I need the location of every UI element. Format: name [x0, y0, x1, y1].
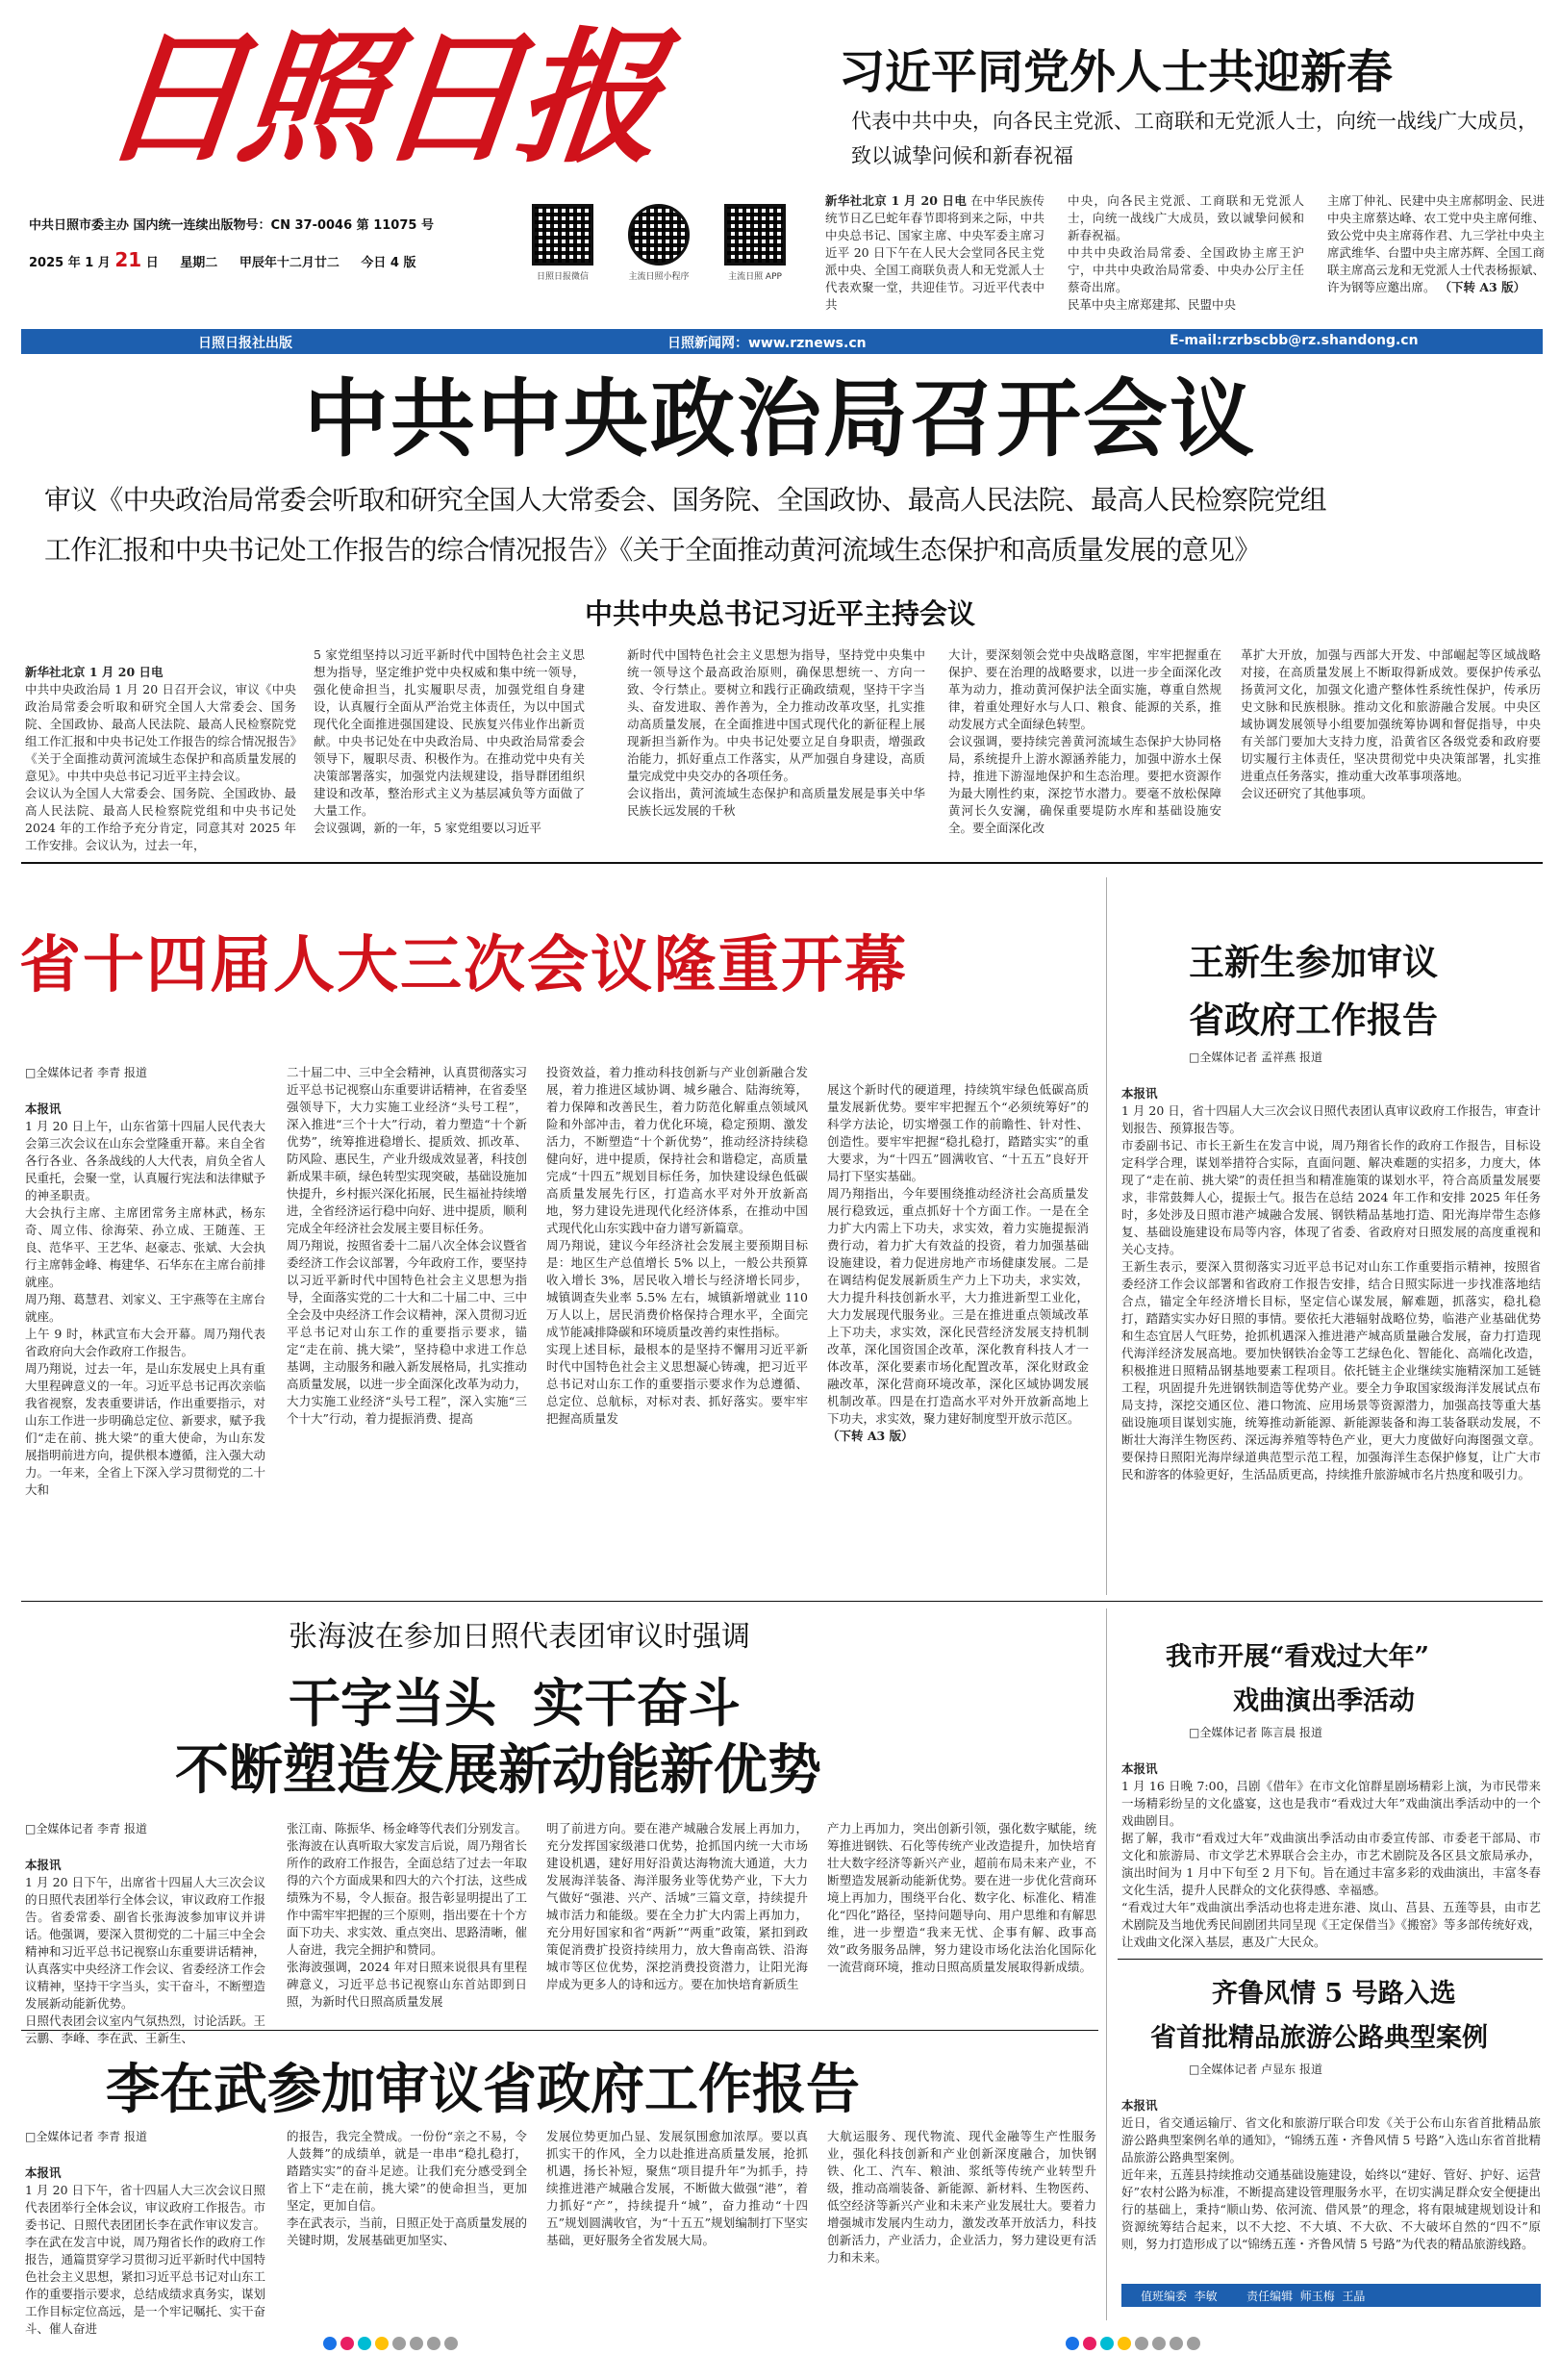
top-story-col2: 中央，向各民主党派、工商联和无党派人士，向统一战线广大成员，致以诚挚问候和新春祝福。 中共中央政治局常委、全国政协主席王沪宁，中共中央政治局常委、中央办公厅主任蔡奇出席。 民革中央主席郑建邦、民盟中央	[1068, 193, 1304, 312]
politburo-col1	[25, 646, 296, 853]
zhang-col4: 产力上再加力，突出创新引领，强化数字赋能，统筹推进钢铁、石化等传统产业改造提升，加快培育壮大数字经济等新兴产业，超前布局未来产业，不断塑造发展新动能新优势。要在进一步优化营商环境上再加力，围绕平台化、数字化、标准化、精准化“四化”路径，坚持问题导向、用户思维和有解思维，进一步塑造“我来无忧、企事有解、政事高效”政务服务品牌，努力建设市场化法治化国际化一流营商环境，推动日照高质量发展取得新成绩。	[827, 1821, 1096, 1974]
date-day: 21	[114, 248, 142, 271]
politburo-subtitle-1: 审议《中央政治局常委会听取和研究全国人大常委会、国务院、全国政协、最高人民法院、最高人民检察院党组	[44, 484, 1326, 516]
top-story-col1	[825, 192, 1044, 323]
politburo-col5: 革扩大开放，加强与西部大开发、中部崛起等区域战略对接，在高质量发展上不断取得新成效。要保护传承弘扬黄河文化，加强文化遗产整体性系统性保护，传承历史文脉和民族根脉。推动文化和旅游融合发展。中央区域协调发展领导小组要加强统筹协调和督促指导，中央有关部门要加大支持力度，沿黄省区各级党委和政府要切实履行主体责任，坚决贯彻党中央决策部署，扎实推进重点任务落实，推动重大改革事项落地。 会议还研究了其他事项。	[1241, 647, 1541, 800]
lead-tag: 本报讯	[1121, 2098, 1158, 2113]
qr-label: 主流日照 APP	[728, 272, 782, 282]
story-text: 1 月 16 日晚 7:00，吕剧《借年》在市文化馆群星剧场精彩上演，为市民带来一场精彩纷呈的文化盛宴，这也是我市“看戏过大年”戏曲演出季活动中的一个戏曲剧目。 据了解，我市“看戏过大年”戏曲演出季活动由市委宣传部、市委老干部局、市文化和旅游局、市文学艺术界联合会主办，市艺术剧院及各区县文旅局承办，演出时间为 1 月中下旬至 2 月下旬。旨在通过丰富多彩的戏曲演出，丰富冬春文化生活，提升人民群众的文化获得感、幸福感。 “看戏过大年”戏曲演出季活动也将走进东港、岚山、莒县、五莲等县，由市艺术剧院及当地优秀民间剧团共同呈现《王定保借当》《搬窑》等多部传统好戏，让戏曲文化深入基层，惠及广大民众。	[1121, 1779, 1541, 1949]
story-text: 近日，省交通运输厅、省文化和旅游厅联合印发《关于公布山东省首批精品旅游公路典型案例名单的通知》，“锦绣五莲・齐鲁风情 5 号路”入选山东省首批精品旅游公路典型案例。 近年来，五莲县持续推动交通基础设施建设，始终以“建好、管好、护好、运营好”农村公路为标准，不断提高建设管理服务水平，在切实满足群众安全便捷出行的基础上，秉持“顺山势、依河流、借风景”的理念，将有限城建规划设计和资源统筹结合起来，以不大挖、不大填、不大砍、不大破坏自然的“四不”原则，努力打造形成了以“锦绣五莲・齐鲁风情 5 号路”为代表的精品旅游线路。	[1121, 2115, 1541, 2251]
li-col2: 的报告，我完全赞成。一份份“亲之不易，令人鼓舞”的成绩单，就是一串串“稳扎稳打，踏踏实实”的奋斗足迹。让我们充分感受到全省上下“走在前，挑大梁”的使命担当，更加坚定，更加自信。 李在武表示，当前，日照正处于高质量发展的关键时期，发展基础更加坚实、	[287, 2129, 528, 2247]
divider	[21, 2030, 1098, 2031]
issue-date	[29, 248, 415, 271]
band-website-link[interactable]: 日照新闻网：www.rznews.cn	[667, 336, 867, 351]
li-col1	[25, 2147, 266, 2336]
story-text: 1 月 20 日上午，山东省第十四届人民代表大会第三次会议在山东会堂隆重开幕。来自全省各行各业、各条战线的人大代表，肩负全省人民重托，会聚一堂，认真履行宪法和法律赋予的神圣职责。 大会执行主席、主席团常务主席林武，杨东奇、周立伟、徐海荣、孙立成、王随莲、王良、范华平、王艺华、赵豪志、张斌、大会执行主席韩金峰、梅建华、石华东在主席台前排就座。 周乃翔、葛慧君、刘家义、王宇燕等在主席台就座。 上午 9 时，林武宣布大会开幕。周乃翔代表省政府向大会作政府工作报告。 周乃翔说，过去一年，是山东发展史上具有重大里程碑意义的一年。习近平总书记再次亲临我省视察，发表重要讲话，作出重要指示，对山东工作进一步明确总定位、新要求，赋予我们“走在前、挑大梁”的重大使命，为山东发展指明前进方向，提供根本遵循，注入强大动力。一年来，全省上下深入学习贯彻党的二十大和	[25, 1119, 266, 1497]
politburo-col3: 新时代中国特色社会主义思想为指导，坚持党中央集中统一领导这个最高政治原则，确保思想统一、方向一致、令行禁止。要树立和践行正确政绩观，坚持干字当头、奋发进取、善作善为，全力推动改革攻坚，扎实推动高质量发展，在全面推进中国式现代化的新征程上展现新担当新作为。中央书记处要立足自身职责，增强政治能力，抓好重点工作落实，从严加强自身建设，高质量完成党中央交办的各项任务。 会议指出，黄河流域生态保护和高质量发展是事关中华民族长远发展的千秋	[627, 647, 925, 818]
story-text: 展这个新时代的硬道理，持续筑牢绿色低碳高质量发展新优势。要牢牢把握五个“必须统筹好”的科学方法论，切实增强工作的前瞻性、针对性、创造性。要牢牢把握“稳扎稳打，踏踏实实”的重大要求，为“十四五”圆满收官、“十五五”良好开局打下坚实基础。 周乃翔指出，今年要围绕推动经济社会高质量发展行稳致远，重点抓好十个方面工作。一是在全力扩大内需上下功夫，求实效，着力实施提振消费行动，着力扩大有效益的投资，着力加强基础设施建设，着力促进房地产市场健康发展。二是在调结构促发展新质生产力上下功夫，求实效，大力提升科技创新水平，大力推进新型工业化，大力发展现代服务业。三是在推进重点领域改革上下功夫，求实效，深化民营经济发展支持机制改革，深化国资国企改革，深化教育科技人才一体改革，深化要素市场化配置改革，深化财政金融改革，深化营商环境改革，深化区域协调发展机制改革。四是在打造高水平对外开放新高地上下功夫，求实效，聚力建好制度型开放示范区。	[827, 1082, 1089, 1426]
qr-label: 日照日报微信	[536, 272, 589, 282]
qilu-title-1: 齐鲁风情 5 号路入选	[1212, 1979, 1456, 2009]
registration-dot	[392, 2337, 406, 2350]
story-text: 1 月 20 日下午，省十四届人大三次会议日照代表团举行全体会议，审议政府工作报告。市委书记、日照代表团团长李在武作审议发言。 李在武在发言中说，周乃翔省长作的政府工作报告，通篇贯穿学习贯彻习近平新时代中国特色社会主义思想，紧扣习近平总书记对山东工作的重要指示要求，总结成绩求真务实，谋划工作目标定位高远，是一个牢记嘱托、实干奋斗、催人奋进	[25, 2183, 266, 2336]
registration-dot	[444, 2337, 458, 2350]
registration-dot	[323, 2337, 337, 2350]
date-suffix: 日	[145, 256, 159, 270]
registration-dot	[1083, 2337, 1096, 2350]
byline: □全媒体记者 陈言晨 报道	[1189, 1726, 1322, 1739]
registration-dot	[427, 2337, 440, 2350]
dateline: 新华社北京 1 月 20 日电	[25, 665, 164, 679]
wechat-qr-icon[interactable]	[532, 204, 593, 266]
band-publisher: 日照日报社出版	[198, 336, 292, 351]
dateline: 新华社北京 1 月 20 日电	[825, 193, 968, 208]
drama-body	[1121, 1743, 1541, 1949]
continued-note: （下转 A3 版）	[1439, 280, 1526, 294]
story-text: 在中华民族传统节日乙巳蛇年春节即将到来之际，中共中央总书记、国家主席、中央军委主席习近平 20 日下午在人民大会堂同各民主党派中央、全国工商联负责人和无党派人士代表欢聚一堂，共迎佳节。习近平代表中共	[825, 193, 1044, 312]
qilu-title-2: 省首批精品旅游公路典型案例	[1150, 2023, 1488, 2053]
registration-dot	[358, 2337, 371, 2350]
lead-tag: 本报讯	[25, 1101, 62, 1116]
byline: □全媒体记者 李青 报道	[25, 2130, 147, 2143]
zhang-title-1: 干字当头 实干奋斗	[289, 1672, 741, 1734]
top-story-col3	[1327, 192, 1545, 323]
wang-title-2: 省政府工作报告	[1189, 999, 1438, 1041]
zhang-col1	[25, 1839, 266, 2045]
politburo-subhead: 中共中央总书记习近平主持会议	[584, 597, 975, 630]
zhang-col3: 明了前进方向。要在港产城融合发展上再加力，充分发挥国家级港口优势，抢抓国内统一大市场建设机遇，建好用好沿黄达海物流大通道，大力发展海洋装备、海洋服务业等优势产业，下大力气做好“强港、兴产、活城”三篇文章，持续提升城市活力和能级。要在全力扩大内需上再加力，充分用好国家和省“两新”“两重”政策，紧扣到政策促消费扩投资持续用力，放大鲁南高铁、沿海城市等区位优势，深挖消费投资潜力，让阳光海岸成为更多人的诗和远方。要在加快培育新质生	[546, 1821, 808, 1991]
registration-dot	[375, 2337, 389, 2350]
wang-body	[1121, 1068, 1541, 1593]
newspaper-logo: 日照日报	[92, 13, 666, 183]
registration-dot	[1135, 2337, 1148, 2350]
npc-col2: 二十届二中、三中全会精神，认真贯彻落实习近平总书记视察山东重要讲话精神，在省委坚强领导下，大力实施工业经济“头号工程”，深入推进“三个十大”行动，着力塑造“十个新优势”，统筹推进稳增长、提质效、抓改革、防风险、惠民生，产业升级成效显著，科技创新成果丰硕，绿色转型实现突破，基础设施加快提升，乡村振兴深化拓展，民生福祉持续增进，全省经济运行稳中向好、进中提质，顺利完成全年经济社会发展主要目标任务。 周乃翔说，按照省委十二届八次全体会议暨省委经济工作会议部署，今年政府工作，要坚持以习近平新时代中国特色社会主义思想为指导，全面落实党的二十大和二十届二中、三中全会及中央经济工作会议精神，深入贯彻习近平总书记对山东工作的重要指示要求，锚定“走在前、挑大梁”，坚持稳中求进工作总基调，主动服务和融入新发展格局，扎实推动高质量发展，以进一步全面深化改革为动力，大力实施工业经济“头号工程”，深入实施“三个十大”行动，着力提振消费、提高	[287, 1065, 528, 1426]
divider	[21, 862, 1543, 864]
byline: □全媒体记者 卢显东 报道	[1189, 2063, 1322, 2076]
politburo-title: 中共中央政治局召开会议	[303, 368, 1256, 468]
divider	[1118, 1959, 1543, 1960]
color-registration-dots	[323, 2336, 462, 2354]
weekday: 星期二	[180, 256, 218, 270]
zhang-title-2: 不断塑造发展新动能新优势	[175, 1738, 821, 1802]
byline: □全媒体记者 孟祥燕 报道	[1189, 1051, 1322, 1064]
miniprogram-qr-icon[interactable]	[628, 204, 690, 266]
registration-dot	[1170, 2337, 1183, 2350]
band-email-link[interactable]: E-mail:rzrbscbb@rz.shandong.cn	[1170, 333, 1419, 348]
registration-dot	[340, 2337, 354, 2350]
qr-label: 主流日照小程序	[628, 272, 690, 282]
byline: □全媒体记者 李青 报道	[25, 1822, 147, 1836]
lead-tag: 本报讯	[25, 2165, 62, 2180]
lead-tag: 本报讯	[1121, 1086, 1158, 1101]
politburo-col2: 5 家党组坚持以习近平新时代中国特色社会主义思想为指导，坚定维护党中央权威和集中统一领导，强化使命担当，扎实履职尽责，加强党组自身建设，认真履行全面从严治党主体责任，为以中国式现代化全面推进强国建设、民族复兴伟业作出新贡献。中央书记处在中央政治局、中央政治局常委会领导下，履职尽责、积极作为。在推动党中央有关决策部署落实，加强党内法规建设，指导群团组织建设和改革，整治形式主义为基层减负等方面做了大量工作。 会议强调，新的一年，5 家党组要以习近平	[314, 647, 585, 835]
npc-col3: 投资效益，着力推动科技创新与产业创新融合发展，着力推进区域协调、城乡融合、陆海统筹，着力保障和改善民生，着力防范化解重点领域风险和外部冲击，着力优化环境，稳定预期、激发活力，不断塑造“十个新优势”，推动经济持续稳健向好，进中提质，保持社会和谐稳定，高质量完成“十四五”规划目标任务，加快建设绿色低碳高质量发展先行区，打造高水平对外开放新高地，努力建设先进现代化经济体系，在推动中国式现代化山东实践中奋力谱写新篇章。 周乃翔说，建议今年经济社会发展主要预期目标是：地区生产总值增长 5% 以上，一般公共预算收入增长 3%，居民收入增长与经济增长同步，城镇调查失业率 5.5% 左右，城镇新增就业 110 万人以上，居民消费价格保持合理水平，全面完成节能减排降碳和环境质量改善约束性指标。 实现上述目标，最根本的是坚持不懈用习近平新时代中国特色社会主义思想凝心铸魂，把习近平总书记对山东工作的重要指示要求作为总遵循、总定位、总航标，对标对表、抓好落实。要牢牢把握高质量发	[546, 1065, 808, 1426]
npc-col1	[25, 1083, 265, 1593]
qilu-body	[1121, 2080, 1541, 2276]
npc-col4	[827, 1064, 1089, 1593]
lead-tag: 本报讯	[25, 1858, 62, 1872]
li-col4: 大航运服务、现代物流、现代金融等生产性服务业，强化科技创新和产业创新深度融合，加快钢铁、化工、汽车、粮油、浆纸等传统产业转型升级，推动高端装备、新能源、新材料、生物医药、低空经济等新兴产业和未来产业发展壮大。要着力增强城市发展内生动力，激发改革开放活力，科技创新活力，产业活力，企业活力，努力建设更有活力和未来。	[827, 2129, 1096, 2265]
column-divider	[1106, 1608, 1107, 2320]
page-count: 今日 4 版	[361, 256, 416, 270]
li-title: 李在武参加审议省政府工作报告	[106, 2058, 860, 2121]
zhang-col2: 张江南、陈振华、杨金峰等代表们分别发言。张海波在认真听取大家发言后说，周乃翔省长所作的政府工作报告，全面总结了过去一年取得的六个方面成果和四大的六个打法，这些成绩殊为不易，令人振奋。报告彰显明提出了工作中需牢牢把握的三个原则，指出要在十个方面下功夫、求实效、重点突出、思路清晰，催人奋进，我完全拥护和赞同。 张海波强调，2024 年对日照来说很具有里程碑意义，习近平总书记视察山东首站即到日照，为新时代日照高质量发展	[287, 1821, 528, 2009]
lead-tag: 本报讯	[1121, 1761, 1158, 1776]
li-col3: 发展位势更加凸显、发展氛围愈加浓厚。要以真抓实干的作风，全力以赴推进高质量发展，抢抓机遇，扬长补短，聚焦“项目提升年”为抓手，持续推进港产城融合发展，不断做大做强“港”，着力抓好“产”，持续提升“城”，奋力推动“十四五”规划圆满收官，为“十五五”规划编制打下坚实基础，更好服务全省发展大局。	[546, 2129, 808, 2247]
byline: □全媒体记者 李青 报道	[25, 1066, 147, 1079]
wang-title-1: 王新生参加审议	[1189, 941, 1438, 983]
registration-dot	[1118, 2337, 1131, 2350]
lunar-date: 甲辰年十二月廿二	[239, 256, 340, 270]
story-text: 中共中央政治局 1 月 20 日召开会议，审议《中央政治局常委会听取和研究全国人大常委会、国务院、全国政协、最高人民法院、最高人民检察院党组工作汇报和中央书记处工作报告的综合情况报告》《关于全面推动黄河流域生态保护和高质量发展的意见》。中共中央总书记习近平主持会议。 会议认为全国人大常委会、国务院、全国政协、最高人民法院、最高人民检察院党组和中央书记处 2024 年的工作给予充分肯定，同意其对 2025 年工作安排。会议认为，过去一年，	[25, 682, 296, 852]
registration-dot	[1100, 2337, 1114, 2350]
story-text: 1 月 20 日下午，出席省十四届人大三次会议的日照代表团举行全体会议，审议政府工作报告。省委常委、副省长张海波参加审议并讲话。他强调，要深入贯彻党的二十届三中全会精神和习近平总书记视察山东重要讲话精神，认真落实中央经济工作会议、省委经济工作会议精神，坚持干字当头，实干奋斗，不断塑造发展新动能新优势。 日照代表团会议室内气氛热烈，讨论活跃。王云鹏、李峰、李在武、王新生、	[25, 1875, 266, 2045]
top-story-title: 习近平同党外人士共迎新春	[839, 45, 1394, 99]
story-text: 主席丁仲礼、民建中央主席郝明金、民进中央主席蔡达峰、农工党中央主席何维、致公党中央主席蒋作君、九三学社中央主席武维华、台盟中央主席苏辉、全国工商联主席高云龙和无党派人士代表杨振斌、许为钢等应邀出席。	[1327, 193, 1545, 294]
registration-dot	[1187, 2337, 1200, 2350]
registration-dot	[1066, 2337, 1079, 2350]
top-story-subtitle: 代表中共中央，向各民主党派、工商联和无党派人士，向统一战线广大成员，致以诚挚问候和新春祝福	[851, 110, 1538, 167]
npc-title: 省十四届人大三次会议隆重开幕	[19, 929, 908, 1001]
story-text: 1 月 20 日，省十四届人大三次会议日照代表团认真审议政府工作报告，审查计划报告、预算报告等。 市委副书记、市长王新生在发言中说，周乃翔省长作的政府工作报告，目标设定科学合理，谋划举措符合实际，直面问题、解决难题的实招多，力度大，体现了“走在前、挑大梁”的责任担当和精准施策的谋划水平，符合高质量发展要求，非常鼓舞人心，提振士气。报告在总结 2024 年工作和安排 2025 年任务时，多处涉及日照市港产城融合发展、钢铁精品基地打造、阳光海岸带生态修复、基础设施建设布局等内容，体现了省委、省政府对日照发展的高度重视和关心支持。 王新生表示，要深入贯彻落实习近平总书记对山东工作重要指示精神，按照省委经济工作会议部署和省政府工作报告安排，结合日照实际进一步找准落地结合点，锚定全年经济增长目标，坚定信心谋发展，解难题，抓落实，稳扎稳打，踏踏实实办好日照的事情。要依托大港辐射战略位势，临港产业基础优势和生态宜居人气旺势，抢抓机遇深入推进港产城高质量融合发展，奋力打造现代海洋经济发展高地。要加快钢铁冶金等工艺绿色化、智能化、高端化改造，积极推进日照精品钢基地要素工程项目。依托链主企业继续实施精深加工延链工程，巩固提升先进钢铁制造等优势产业。要全力争取国家级海洋发展试点布局支持，深挖交通区位、港口物流、应用场景等资源潜力，加强高技等重大基础设施项目谋划实施，统筹推动新能源、新能源装备和海工装备联动发展，不断壮大海洋生物医药、深远海养殖等特色产业，更大力度做好向海图强文章。要保持日照阳光海岸绿道典范型示范工程，加强海洋生态保护修复，让广大市民和游客的体验更好，生活品质更高，持续推升旅游城市名片热度和吸引力。	[1121, 1103, 1541, 1481]
divider	[21, 1601, 1543, 1602]
politburo-subtitle-2: 工作汇报和中央书记处工作报告的综合情况报告》《关于全面推动黄河流域生态保护和高质量发展的意见》	[44, 534, 1261, 566]
column-divider	[1106, 877, 1107, 1595]
registration-dot	[410, 2337, 423, 2350]
politburo-col4: 大计，要深刻领会党中央战略意图，牢牢把握重在保护、要在治理的战略要求，以进一步全面深化改革为动力，推动黄河保护法全面实施，尊重自然规律，着重处理好水与人口、粮食、能源的关系，推动发展方式全面绿色转型。 会议强调，要持续完善黄河流域生态保护大协同格局，系统提升上游水源涵养能力，加强中游水土保持，推进下游湿地保护和生态治理。要把水资源作为最大刚性约束，深挖节水潜力。要毫不放松保障黄河长久安澜，确保重要堤防水库和基础设施安全。要全面深化改	[948, 647, 1221, 835]
date-prefix: 2025 年 1 月	[29, 256, 111, 270]
continued-note: （下转 A3 版）	[827, 1429, 914, 1443]
drama-title-2: 戏曲演出季活动	[1233, 1686, 1415, 1716]
registration-dot	[1152, 2337, 1166, 2350]
drama-title-1: 我市开展“看戏过大年”	[1166, 1642, 1430, 1672]
editor-credits: 值班编委 李敏 责任编辑 师玉梅 王晶	[1141, 2290, 1366, 2303]
zhang-kicker: 张海波在参加日照代表团审议时强调	[289, 1620, 750, 1654]
app-qr-icon[interactable]	[724, 204, 786, 266]
color-registration-dots	[1066, 2336, 1204, 2354]
publisher-line: 中共日照市委主办 国内统一连续出版物号：CN 37-0046 第 11075 号	[29, 218, 434, 233]
